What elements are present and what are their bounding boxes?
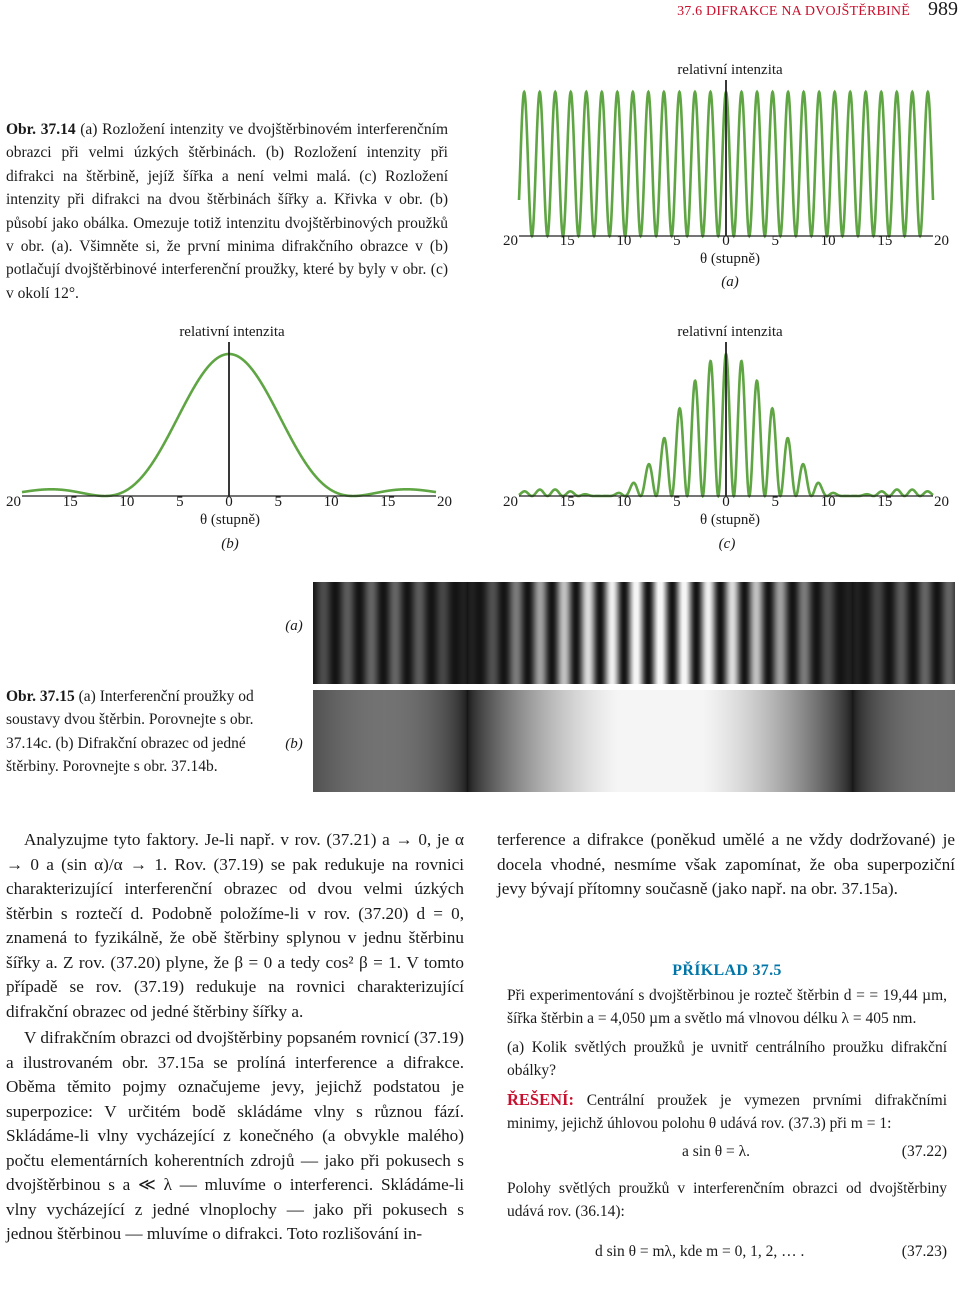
paragraph-after: Polohy světlých proužků v interferenčním obrazci od dvojštěrbiny udává rov. (36.14):	[507, 1180, 947, 1220]
paragraph: Analyzujme tyto faktory. Je-li např. v rov. (37.21) a → 0, je α → 0 a (sin α)/α → 1. Rov. (37.19) se pak redukuje na rovnici charakterizující interferenční obrazec od dvou velmi úzkých štěrbin s roztečí d. Podobně položíme-li v rov. (37.20) d = 0, znamená to fyzikálně, že obě štěrbiny splynou v jednu štěrbinu šířky a. Z rov. (37.20) plyne, že β = 0 a tedy cos² β = 1. V tomto případě se rov. (37.19) redukuje na rovnici charakterizující difrakční obrazec od jedné štěrbiny šířky a.	[6, 830, 464, 1021]
equation-number: (37.22)	[901, 1143, 947, 1160]
question-a: (a) Kolik světlých proužků je uvnitř centrálního proužku difrakční obálky?	[507, 1039, 947, 1079]
photo-label-a: (a)	[285, 618, 303, 634]
xlabel-a: θ (stupně)	[699, 251, 761, 267]
fringe-photo-double-slit	[313, 582, 955, 684]
fringe-photo-single-slit	[313, 690, 955, 792]
chart-panel-c	[505, 342, 947, 500]
figure-37-15-caption	[6, 685, 266, 779]
example-box	[507, 962, 947, 1273]
tick-label: 15	[877, 494, 893, 510]
caption-label: Obr. 37.15	[6, 688, 75, 705]
tick-label: 20	[934, 494, 949, 510]
tick-label: 20	[6, 494, 21, 510]
xlabel-c: θ (stupně)	[699, 512, 761, 528]
photo-label-b: (b)	[285, 736, 303, 752]
ylabel-a: relativní intenzita	[677, 62, 783, 78]
xlabel-b: θ (stupně)	[199, 512, 261, 528]
equation-row	[507, 1243, 947, 1273]
tick-label: 0	[225, 494, 233, 510]
equation-number: (37.23)	[901, 1243, 947, 1260]
tick-label: 20	[503, 233, 518, 249]
tick-label: 5	[176, 494, 184, 510]
left-column	[6, 828, 464, 1247]
tick-label: 15	[380, 494, 396, 510]
tick-label: 10	[820, 233, 836, 249]
panel-label-c: (c)	[718, 536, 736, 552]
tick-label: 0	[722, 494, 730, 510]
panel-label-a: (a)	[721, 274, 739, 290]
tick-label: 10	[323, 494, 339, 510]
tick-label: 5	[673, 233, 681, 249]
tick-label: 20	[503, 494, 518, 510]
right-column-paragraph: terference a difrakce (poněkud umělé a ne vždy dodržované) je docela vhodné, nesmíme však zapomínat, že oba superpoziční jevy bývají přítomny současně (jako např. na obr. 37.15a).	[497, 830, 955, 898]
tick-row-b	[6, 494, 452, 511]
tick-label: 15	[559, 233, 575, 249]
panel-label-b: (b)	[221, 536, 239, 552]
tick-label: 10	[616, 233, 632, 249]
figure-37-14-caption	[6, 118, 448, 305]
ylabel-b: relativní intenzita	[179, 324, 285, 340]
example-title: PŘÍKLAD 37.5	[672, 962, 782, 979]
tick-label: 5	[771, 233, 779, 249]
tick-label: 15	[62, 494, 78, 510]
equation: d sin θ = mλ, kde m = 0, 1, 2, … .	[595, 1243, 805, 1260]
caption-label: Obr. 37.14	[6, 121, 76, 138]
running-header: 37.6 DIFRAKCE NA DVOJŠTĚRBINĚ	[677, 4, 910, 19]
caption-text: (a) Rozložení intenzity ve dvojštěrbinovém interferenčním obrazci při velmi úzkých štěrbinách. (b) Rozložení intenzity při difrakci na štěrbině, jejíž šířka a není velmi malá. (c) Rozložení intenzity při difrakci na dvou štěrbinách šířky a. Křivka v obr. (b) působí jako obálka. Omezuje totiž intenzitu dvojštěrbinových proužků v obr. (a). Všimněte si, že první minima difrakčního obrazce v (b) potlačují dvojštěrbinové interferenční proužky, které by byly v obr. (c) v okolí 12°.	[6, 121, 448, 302]
tick-label: 5	[274, 494, 282, 510]
paragraph: V difrakčním obrazci od dvojštěrbiny popsaném rovnicí (37.19) a ilustrovaném obr. 37.15a se prolíná interference a difrakce. Oběma těmito pojmy označujeme jevy, jejichž podstatou je superpozice: V určitém bodě skládáme vlny s různou fází. Skládáme-li vlny vycházející z konečného (a obvykle malého) počtu elementárních koherentních zdrojů — jako při pokusech s dvojštěrbinou s a ≪ λ — mluvíme o interferenci. Skládáme-li vlny vycházející z jedné vlnoplochy — jako při pokusech s jednou štěrbinou — mluvíme o difrakci. Toto rozlišování in-	[6, 1028, 464, 1243]
equation-row	[507, 1139, 947, 1169]
solution-text: Centrální proužek je vymezen prvními difrakčními minimy, jejichž úhlovou polohu θ udává rov. (37.3) při m = 1:	[507, 1092, 947, 1132]
chart-panel-b	[8, 342, 450, 500]
caption-text: (a) Interferenční proužky od soustavy dvou štěrbin. Porovnejte s obr. 37.14c. (b) Difrakční obrazec od jedné štěrbiny. Porovnejte s obr. 37.14b.	[6, 688, 254, 776]
tick-label: 20	[934, 233, 949, 249]
tick-label: 15	[559, 494, 575, 510]
tick-label: 0	[722, 233, 730, 249]
solution-label: ŘEŠENÍ:	[507, 1090, 574, 1109]
tick-row-a	[503, 233, 949, 250]
tick-row-c	[503, 494, 949, 511]
solution	[507, 1088, 947, 1135]
tick-label: 15	[877, 233, 893, 249]
equation: a sin θ = λ.	[682, 1143, 751, 1160]
page-number: 989	[928, 0, 958, 20]
tick-label: 20	[437, 494, 452, 510]
chart-panel-a	[505, 80, 947, 240]
tick-label: 10	[820, 494, 836, 510]
ylabel-c: relativní intenzita	[677, 324, 783, 340]
tick-label: 10	[616, 494, 632, 510]
tick-label: 5	[673, 494, 681, 510]
tick-label: 5	[771, 494, 779, 510]
tick-label: 10	[119, 494, 135, 510]
example-intro: Při experimentování s dvojštěrbinou je rozteč štěrbin d = = 19,44 µm, šířka štěrbin a = 4,050 µm a světlo má vlnovou délku λ = 405 nm.	[507, 987, 947, 1027]
